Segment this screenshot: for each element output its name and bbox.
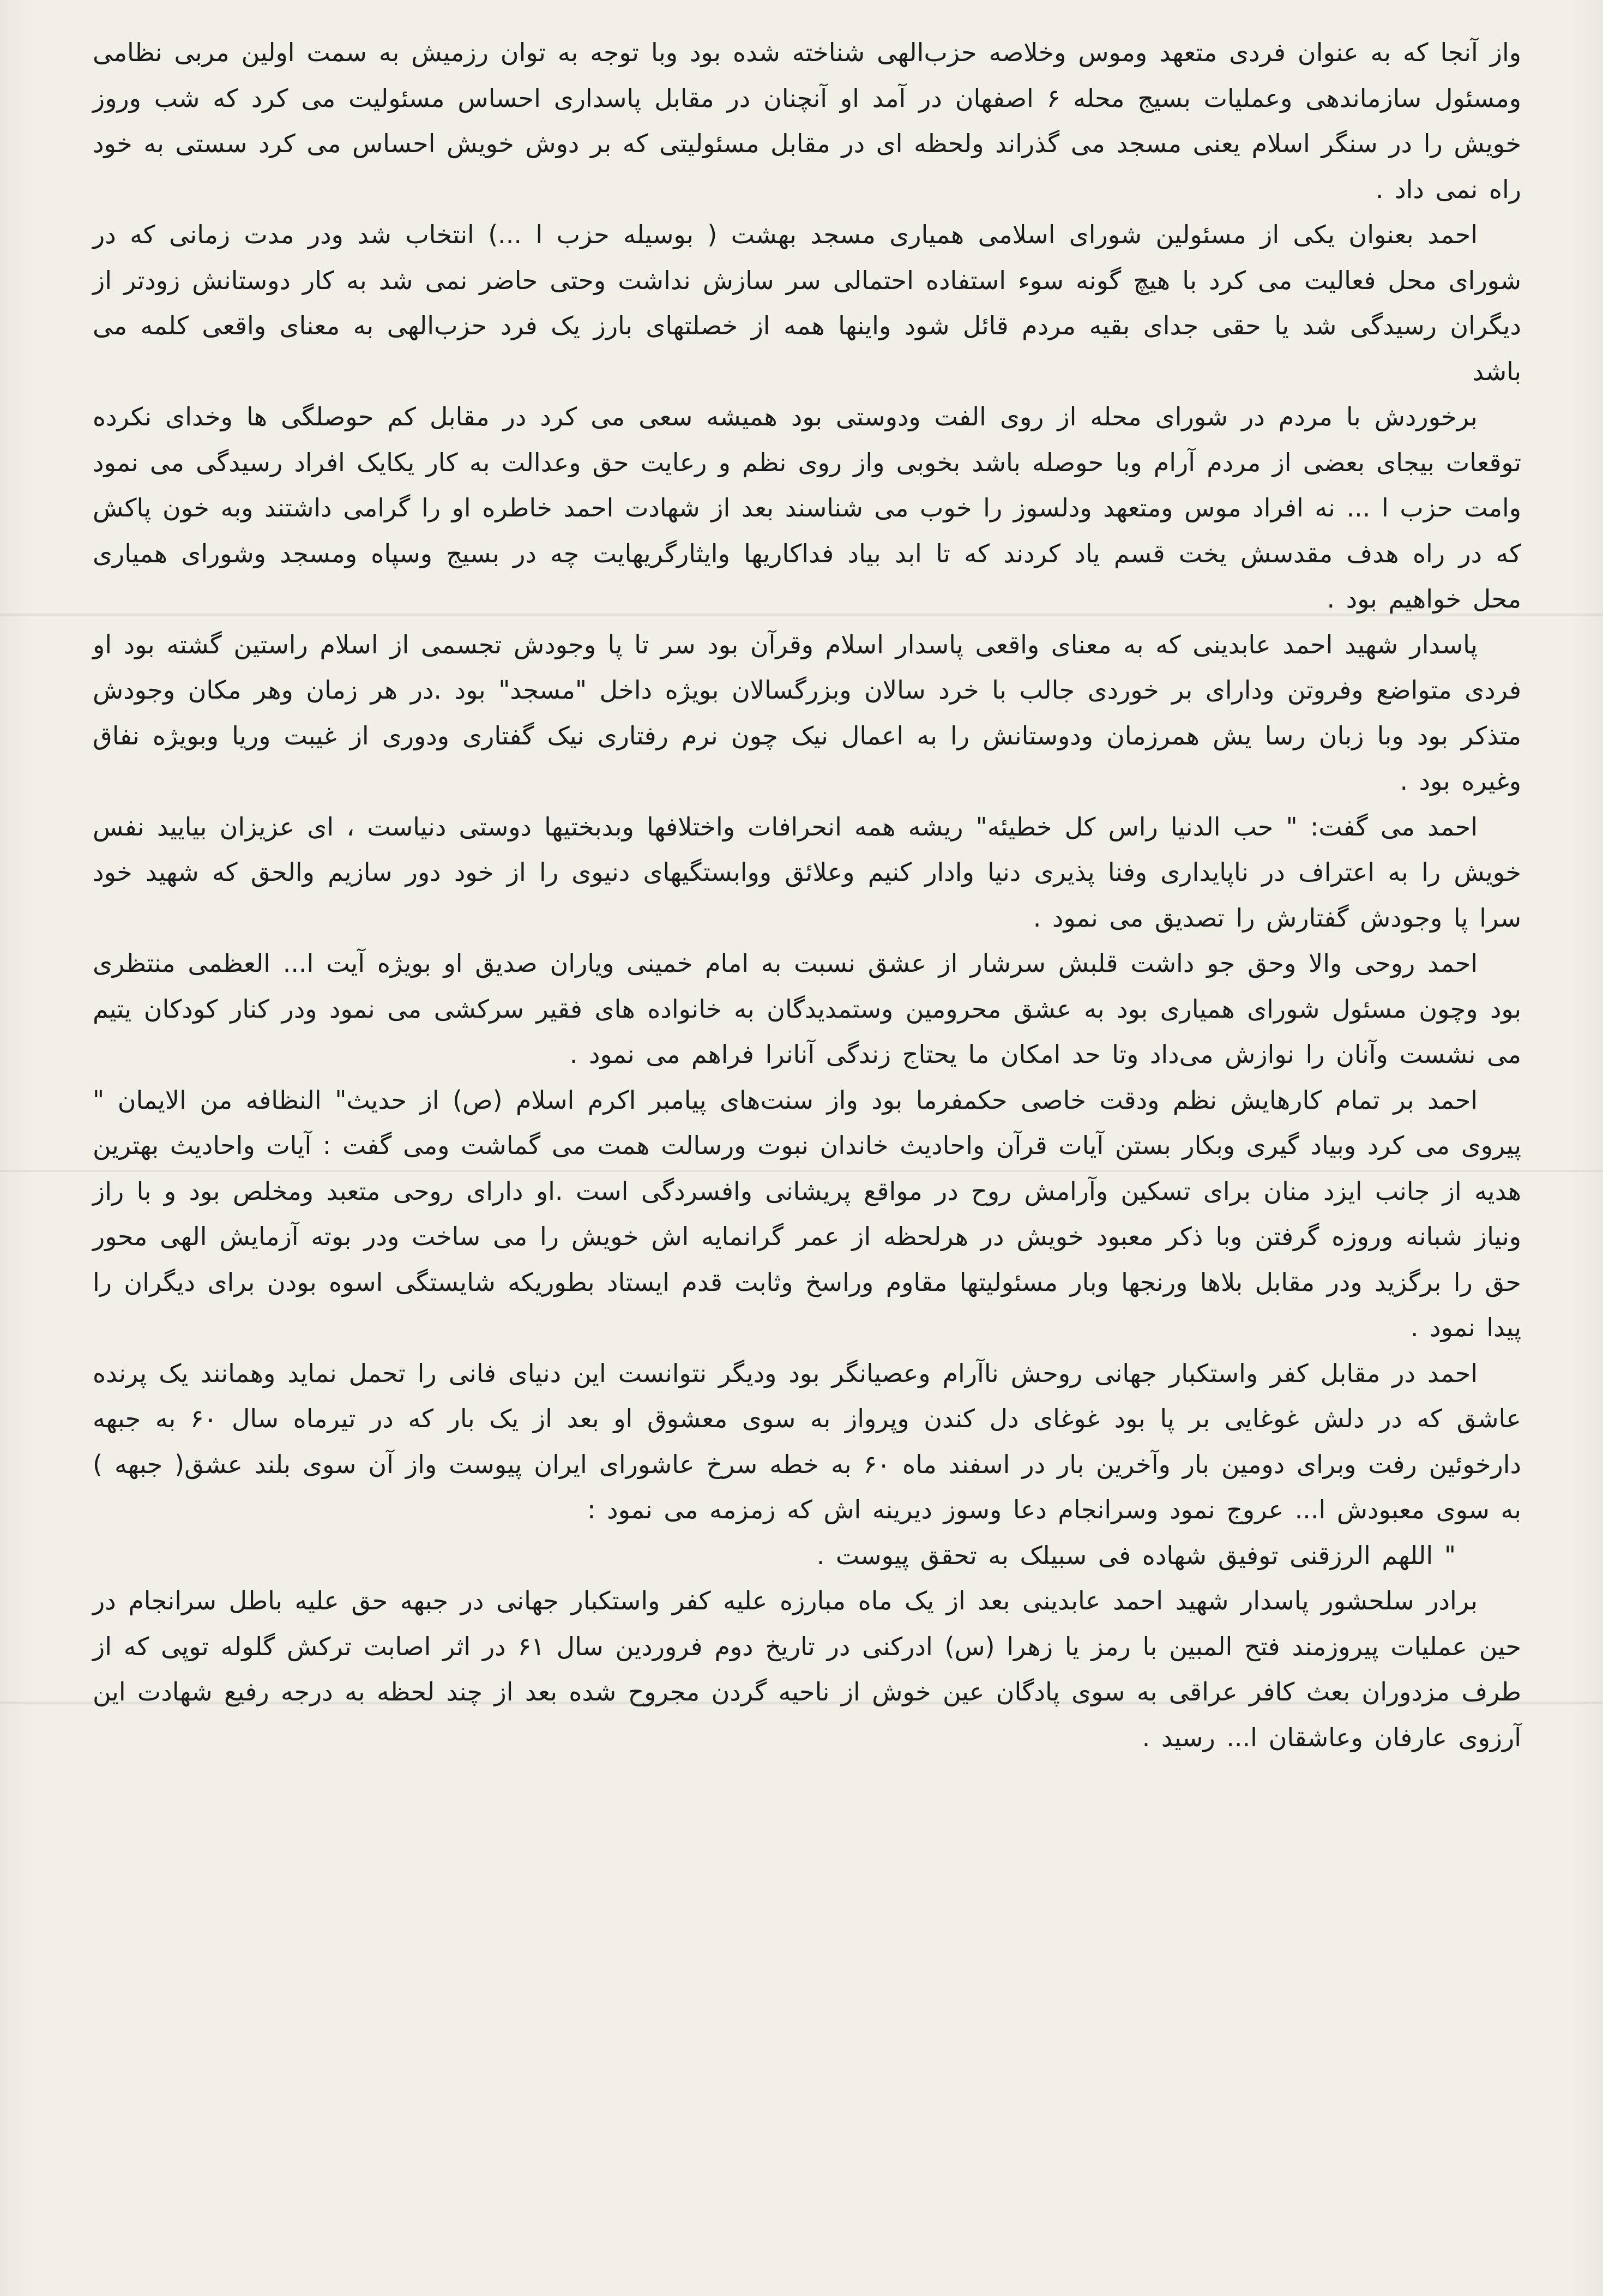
paper-fold-line [0,1702,1603,1704]
paragraph-conduct: برخوردش با مردم در شورای محله از روی الفت ودوستی بود همیشه سعی می کرد در مقابل کم حوصلگی ها وخدای نکرده توقعات بیجای بعضی از مردم آرام وبا حوصله باشد بخوبی واز روی نظم و رعایت حق وعدالت به کار یکایک افراد رسیدگی می نمود وامت حزب ا ... نه افراد موس ومتعهد ودلسوز را خوب می شناسند بعد از شهادت احمد خاطره او را گرامی داشتند وبه خون پاکش که در راه هدف مقدسش یخت قسم یاد کردند که تا ابد بیاد فداکاریها وایثارگریهایت چه در بسیج وسپاه ومسجد وشورای همیاری محل خواهیم بود . [93,402,1521,614]
paragraph-intro: واز آنجا که به عنوان فردی متعهد وموس وخلاصه حزب‌الهی شناخته شده بود وبا توجه به توان رزمیش به سمت اولین مربی نظامی ومسئول سازماندهی وعملیات بسیج محله ۶ اصفهان در آمد او آنچنان در مقابل پاسداری احساس مسئولیت می کرد که شب وروز خویش را در سنگر اسلام یعنی مسجد می گذراند ولحظه ای در مقابل مسئولیتی که بر دوش خویش احساس می کرد سستی به خود راه نمی داد . [93,38,1521,204]
prayer-quote: " اللهم الرزقنی توفیق شهاده فی سبیلک به تحقق پیوست . [816,1540,1456,1570]
paper-fold-line [0,1170,1603,1172]
paper-fold-line [0,614,1603,616]
paragraph-front: احمد در مقابل کفر واستکبار جهانی روحش ناآرام وعصیانگر بود ودیگر نتوانست این دنیای فانی را تحمل نماید وهمانند یک پرنده عاشق که در دلش غوغایی بر پا بود غوغای دل کندن وپرواز به سوی معشوق او بعد از یک بار که در تیرماه سال ۶۰ به جبهه دارخوئین رفت وبرای دومین بار وآخرین بار در اسفند ماه ۶۰ به خطه سرخ عاشورای ایران پیوست واز آن سوی بلند عشق( جبهه ) به سوی معبودش ا... عروج نمود وسرانجام دعا وسوز دیرینه اش که زمزمه می نمود : [93,1358,1522,1524]
paragraph-discipline: احمد بر تمام کارهایش نظم ودقت خاصی حکمفرما بود واز سنت‌های پیامبر اکرم اسلام (ص) از حدیث" النظافه من الایمان " پیروی می کرد وبیاد گیری وبکار بستن آیات قرآن واحادیث خاندان نبوت ورسالت همت می گماشت ومی گفت : آیات واحادیث بهترین هدیه از جانب ایزد منان برای تسکین وآرامش روح در مواقع پریشانی وافسردگی است .او دارای روحی متعبد ومخلص بود و با راز ونیاز شبانه وروزه گرفتن وبا ذکر معبود خویش در هرلحظه از عمر گرانمایه اش خویش را می ساخت ودر بوته آزمایش الهی محور حق را برگزید ودر مقابل بلاها ورنجها وبار مسئولیتها مقاوم وراسخ وثابت قدم ایستاد بطوریکه شایستگی اسوه بودن برای دیگران را پیدا نمود . [93,1085,1521,1342]
paragraph-saying: احمد می گفت: " حب الدنیا راس کل خطیئه" ریشه همه انحرافات واختلافها وبدبختیها دوستی دنیاست ، ای عزیزان بیایید نفس خویش را به اعتراف در ناپایداری وفنا پذیری دنیا وادار کنیم وعلائق ووابستگیهای دنیوی را از خود دور سازیم والحق که شهید خود سرا پا وجودش گفتارش را تصدیق می نمود . [93,812,1521,933]
document-body [93,30,1521,1760]
paragraph-character: پاسدار شهید احمد عابدینی که به معنای واقعی پاسدار اسلام وقرآن بود سر تا پا وجودش تجسمی از اسلام راستین گشته بود او فردی متواضع وفروتن ودارای بر خوردی جالب با خرد سالان وبزرگسالان بویژه داخل "مسجد" بود .در هر زمان وهر مکان وجودش متذکر بود وبا زبان رسا یش همرزمان ودوستانش را به اعمال نیک چون نرم رفتاری نیک گفتاری ودوری از غیبت وریا وبویژه نفاق وغیره بود . [93,629,1521,796]
paragraph-council: احمد بعنوان یکی از مسئولین شورای اسلامی همیاری مسجد بهشت ( بوسیله حزب ا ...) انتخاب شد ودر مدت زمانی که در شورای محل فعالیت می کرد با هیچ گونه سوء استفاده احتمالی سر سازش نداشت وحتی حاضر نمی شد به کار دوستانش زودتر از دیگران رسیدگی شد یا حقی جدای بقیه مردم قائل شود واینها همه از خصلتهای بارز یک فرد حزب‌الهی به معنای واقعی کلمه می باشد [93,220,1521,386]
paragraph-spirit: احمد روحی والا وحق جو داشت قلبش سرشار از عشق نسبت به امام خمینی ویاران صدیق او بویژه آیت ا... العظمی منتظری بود وچون مسئول شورای همیاری بود به عشق محرومین وستمدیدگان به خانواده های فقیر سرکشی می نمود ودر کنار کودکان یتیم می نشست وآنان را نوازش می‌داد وتا حد امکان ما یحتاج زندگی آنانرا فراهم می نمود . [93,948,1521,1069]
paragraph-martyrdom: برادر سلحشور پاسدار شهید احمد عابدینی بعد از یک ماه مبارزه علیه کفر واستکبار جهانی در جبهه حق علیه باطل سرانجام در حین عملیات پیروزمند فتح المبین با رمز یا زهرا (س) ادرکنی در تاریخ دوم فروردین سال ۶۱ در اثر اصابت ترکش گلوله توپی که از طرف مزدوران بعث کافر عراقی به سوی پادگان عین خوش از ناحیه گردن مجروح شده بعد از چند لحظه به درجه رفیع شهادت این آرزوی عارفان وعاشقان ا... رسید . [93,1586,1521,1752]
